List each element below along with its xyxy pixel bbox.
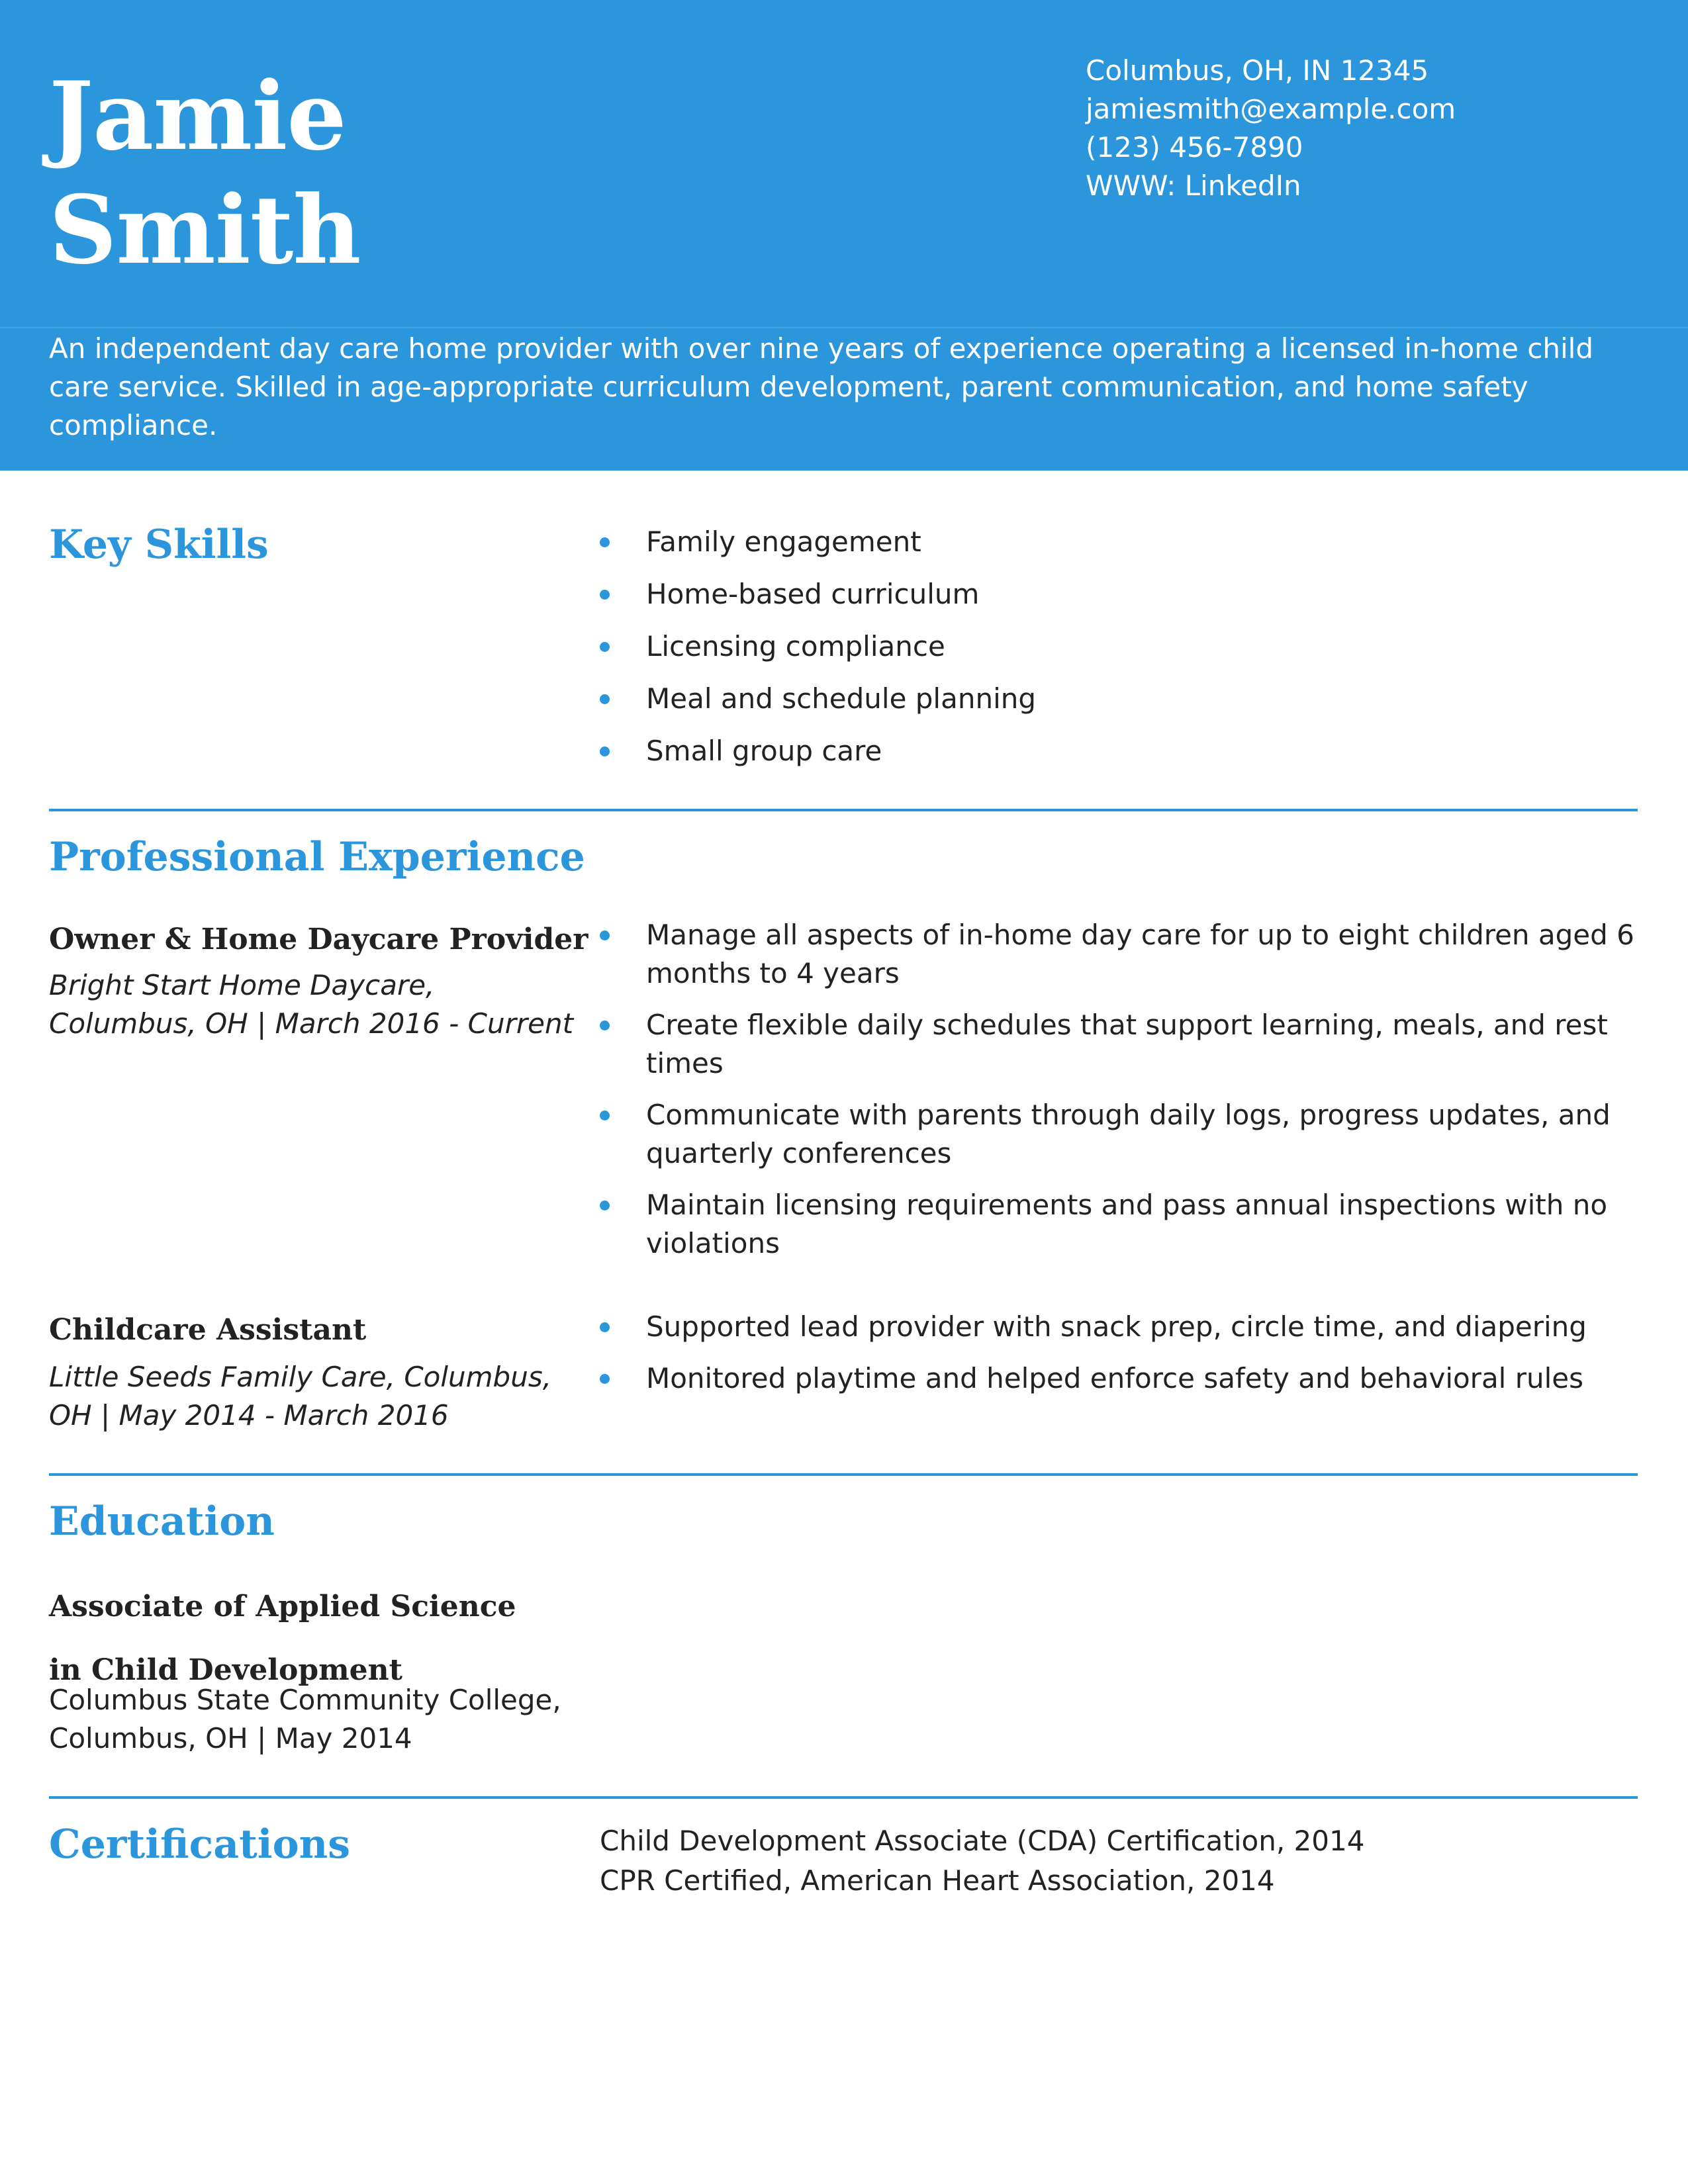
bullet-icon <box>600 747 610 756</box>
section-divider <box>49 1473 1638 1476</box>
section-title-experience: Professional Experience <box>49 834 585 880</box>
list-item <box>596 627 1648 666</box>
skill-text: Home-based curriculum <box>646 578 980 610</box>
bullet-text: Monitored playtime and helped enforce safety and behavioral rules <box>646 1362 1583 1394</box>
skill-text: Family engagement <box>646 525 921 558</box>
profile-summary: An independent day care home provider with over nine years of experience operating a licensed in-home child care service. Skilled in age-appropriate curriculum development, parent communication, and home safety compliance. <box>49 332 1593 441</box>
list-item <box>596 916 1648 993</box>
section-title-skills: Key Skills <box>49 522 269 568</box>
list-item <box>596 575 1648 614</box>
bullet-icon <box>600 1322 610 1332</box>
job-bullets <box>596 1308 1648 1411</box>
job-meta: Little Seeds Family Care, Columbus, OH | May 2014 - March 2016 <box>49 1361 552 1432</box>
list-item <box>596 1359 1648 1398</box>
certification-item: CPR Certified, American Heart Association, 2014 <box>600 1864 1275 1897</box>
section-title-certifications: Certifications <box>49 1821 351 1868</box>
bullet-text: Manage all aspects of in-home day care for up to eight children aged 6 months to 4 years <box>646 919 1634 989</box>
job-meta: Bright Start Home Daycare, Columbus, OH | March 2016 - Current <box>49 969 574 1040</box>
bullet-text: Create flexible daily schedules that support learning, meals, and rest times <box>646 1009 1608 1079</box>
bullet-icon <box>600 1111 610 1120</box>
bullet-icon <box>600 1374 610 1384</box>
bullet-text: Communicate with parents through daily logs, progress updates, and quarterly conferences <box>646 1099 1611 1169</box>
job-bullets <box>596 916 1648 1276</box>
bullet-icon <box>600 931 610 940</box>
bullet-icon <box>600 590 610 600</box>
skill-text: Small group care <box>646 735 882 767</box>
header-banner <box>0 0 1688 471</box>
contact-info <box>1086 52 1456 205</box>
certification-item: Child Development Associate (CDA) Certification, 2014 <box>600 1825 1365 1857</box>
degree-title: Associate of Applied Science in Child Development <box>49 1590 516 1687</box>
job-title: Childcare Assistant <box>49 1313 367 1347</box>
candidate-name <box>49 60 361 287</box>
contact-phone: (123) 456-7890 <box>1086 131 1303 163</box>
skills-list <box>596 523 1648 784</box>
bullet-icon <box>600 694 610 704</box>
bullet-icon <box>600 1201 610 1210</box>
first-name: Jamie <box>49 62 346 171</box>
last-name: Smith <box>49 175 361 285</box>
list-item <box>596 1186 1648 1263</box>
section-divider <box>49 809 1638 811</box>
contact-website[interactable]: WWW: LinkedIn <box>1086 169 1301 202</box>
contact-email[interactable]: jamiesmith@example.com <box>1086 93 1456 125</box>
list-item <box>596 732 1648 770</box>
bullet-text: Supported lead provider with snack prep, circle time, and diapering <box>646 1310 1587 1343</box>
bullet-icon <box>600 537 610 547</box>
skill-text: Licensing compliance <box>646 630 945 662</box>
list-item <box>596 680 1648 718</box>
section-divider <box>49 1796 1638 1799</box>
list-item <box>596 1096 1648 1173</box>
list-item <box>596 1308 1648 1346</box>
school-info: Columbus State Community College, Columbus, OH | May 2014 <box>49 1684 561 1754</box>
bullet-icon <box>600 642 610 652</box>
section-title-education: Education <box>49 1498 275 1545</box>
header-divider <box>0 327 1688 328</box>
list-item <box>596 523 1648 561</box>
contact-location: Columbus, OH, IN 12345 <box>1086 54 1429 87</box>
skill-text: Meal and schedule planning <box>646 682 1037 715</box>
job-title: Owner & Home Daycare Provider <box>49 923 588 956</box>
bullet-text: Maintain licensing requirements and pass annual inspections with no violations <box>646 1189 1608 1259</box>
list-item <box>596 1006 1648 1083</box>
certifications-list <box>600 1821 1364 1901</box>
bullet-icon <box>600 1021 610 1030</box>
